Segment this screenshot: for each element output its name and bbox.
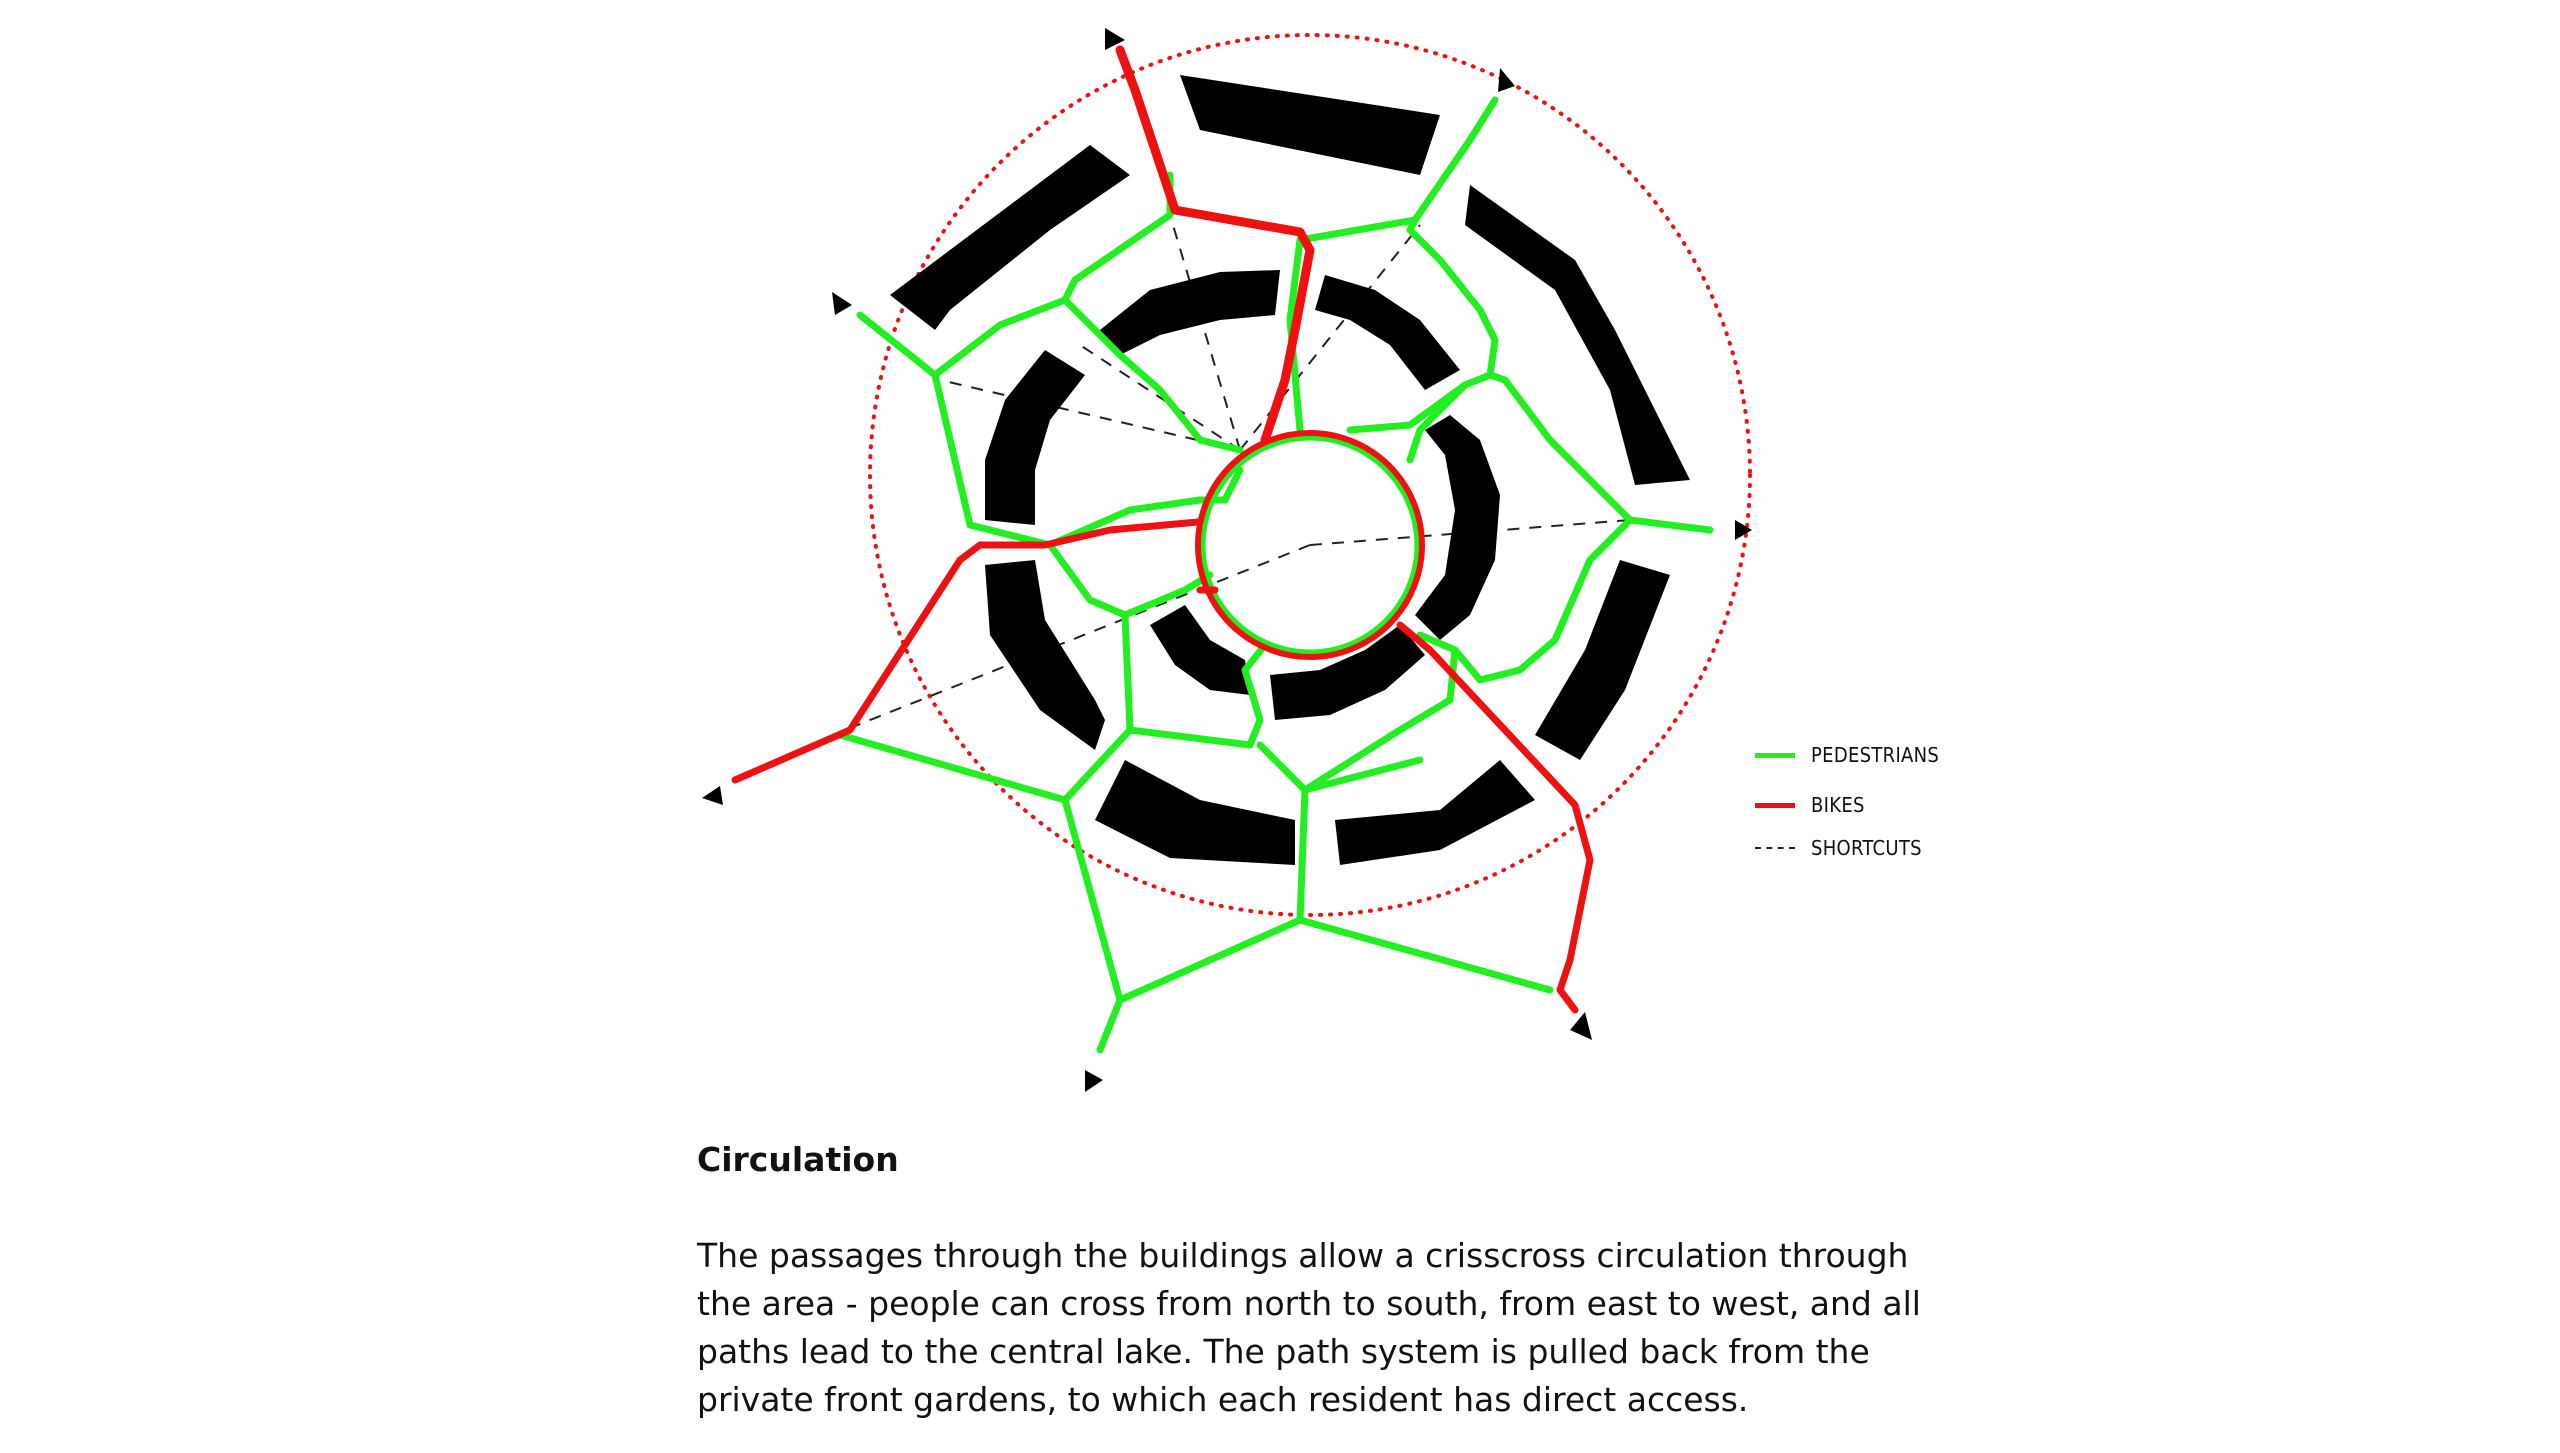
caption-line: paths lead to the central lake. The path system is pulled back from the	[697, 1331, 1870, 1371]
legend-label-shortcuts: SHORTCUTS	[1811, 836, 1922, 860]
caption	[697, 1140, 1957, 1424]
legend-swatch-bikes	[1755, 803, 1795, 808]
legend-item-bikes	[1755, 790, 1865, 820]
legend	[1755, 740, 2015, 870]
caption-body	[697, 1232, 1957, 1424]
caption-title: Circulation	[697, 1140, 899, 1179]
legend-label-bikes: BIKES	[1811, 793, 1865, 817]
caption-line: the area - people can cross from north to south, from east to west, and all	[697, 1283, 1921, 1323]
caption-line: private front gardens, to which each resident has direct access.	[697, 1379, 1749, 1419]
legend-label-pedestrians: PEDESTRIANS	[1811, 743, 1940, 767]
legend-item-pedestrians	[1755, 740, 1939, 770]
legend-swatch-pedestrians	[1755, 753, 1795, 758]
caption-line: The passages through the buildings allow a crisscross circulation through	[697, 1235, 1909, 1275]
legend-swatch-shortcuts	[1755, 847, 1795, 849]
legend-item-shortcuts	[1755, 833, 1922, 863]
